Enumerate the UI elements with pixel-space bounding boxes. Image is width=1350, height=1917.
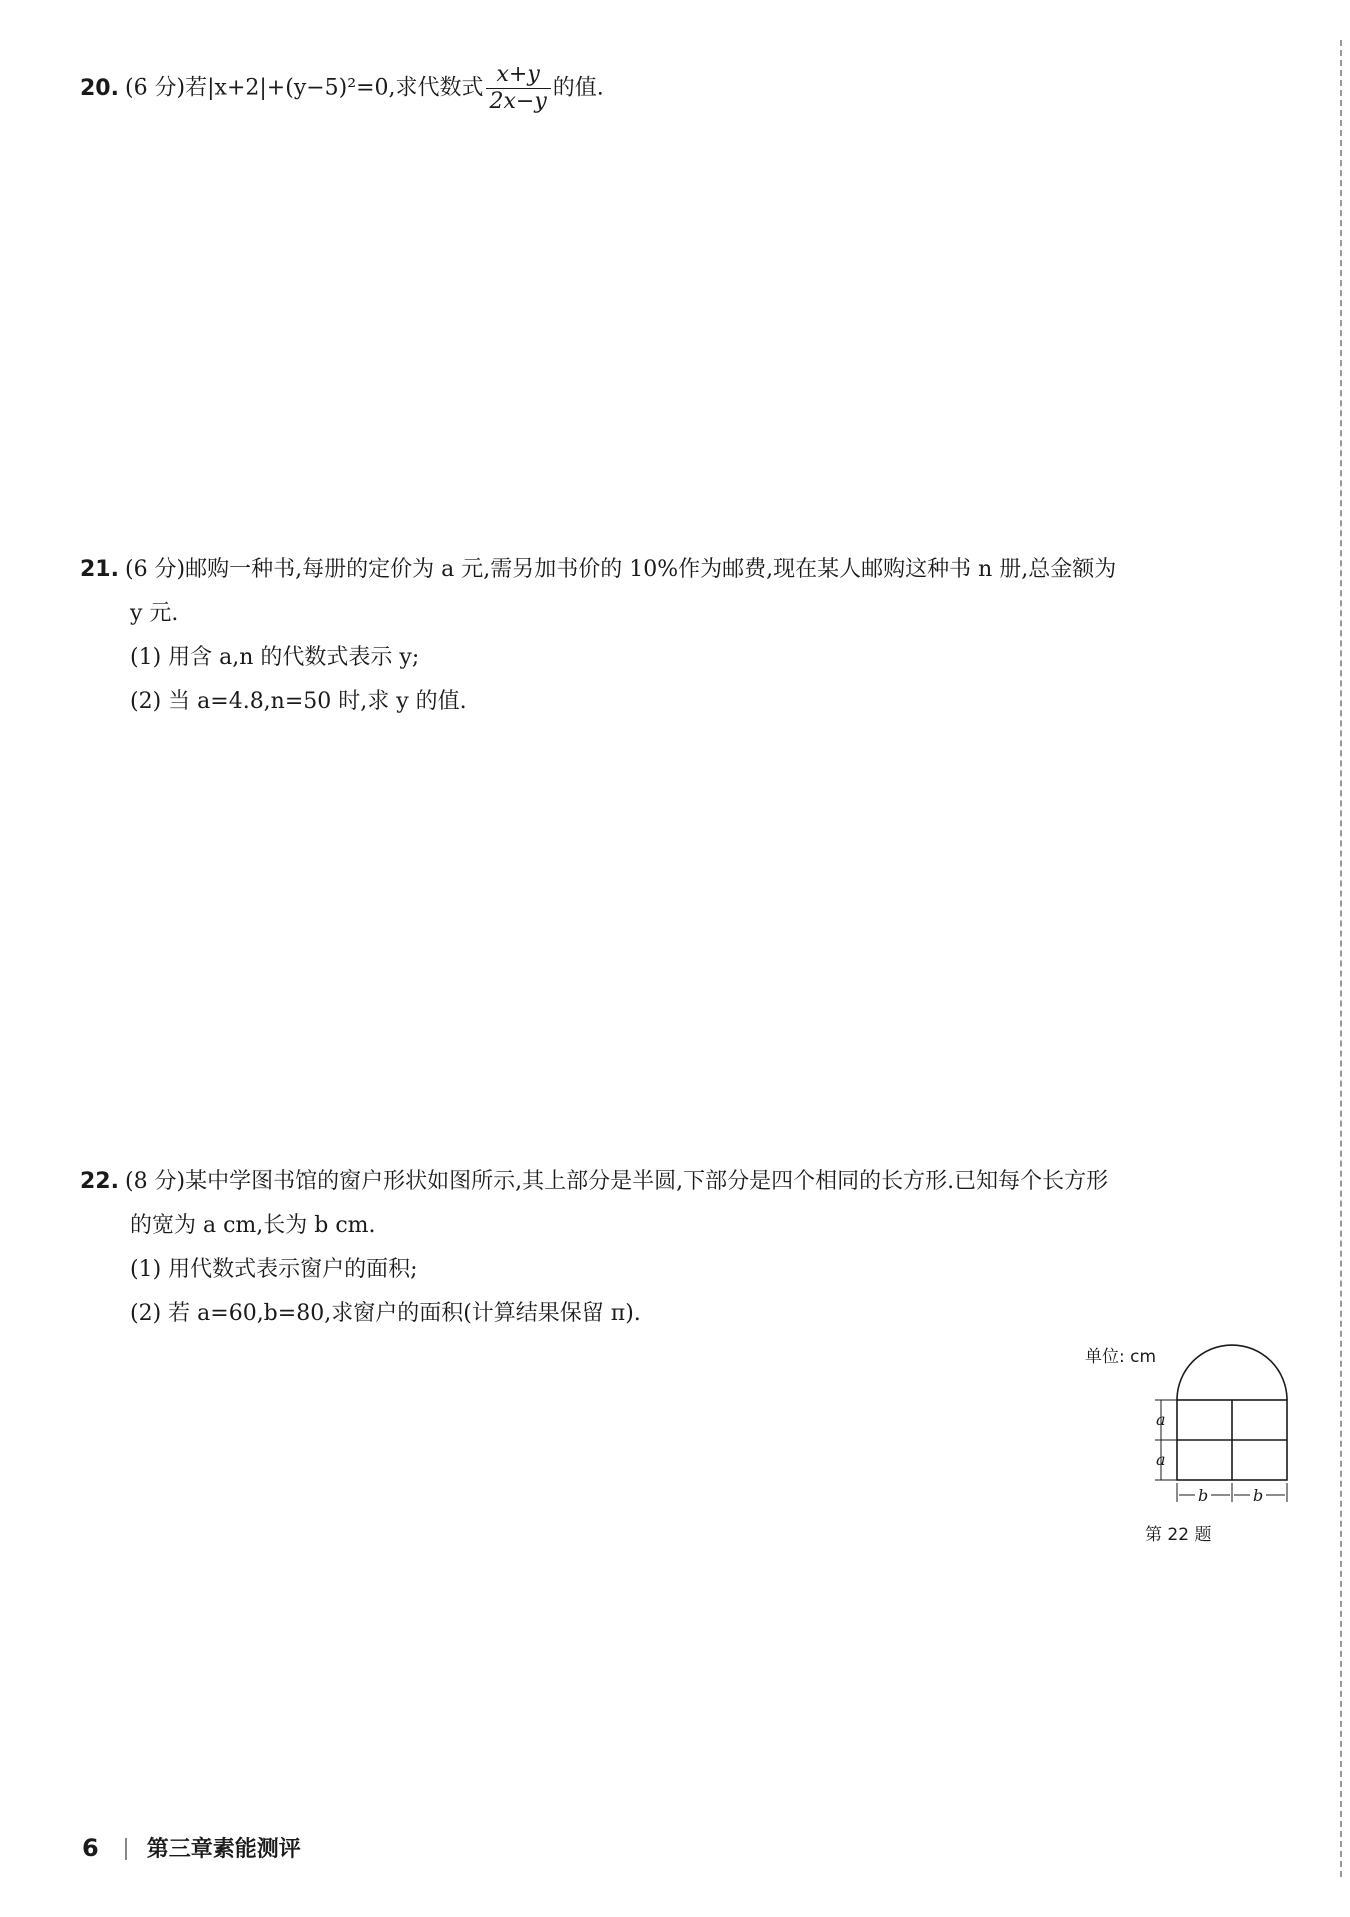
question-22 [80,1160,1108,1336]
window-diagram [1085,1320,1305,1520]
question-part-2: (2) 若 a=60,b=80,求窗户的面积(计算结果保留 π). [130,1301,641,1326]
question-part-1: (1) 用代数式表示窗户的面积; [130,1257,418,1282]
question-part-2: (2) 当 a=4.8,n=50 时,求 y 的值. [130,689,467,714]
question-21 [80,548,1116,724]
dimension-b-right: b [1253,1486,1264,1505]
question-number: 21. [80,557,119,582]
question-text-line2: y 元. [130,601,179,626]
fraction-numerator: x+y [486,62,551,89]
question-text-line1: (8 分)某中学图书馆的窗户形状如图所示,其上部分是半圆,下部分是四个相同的长方形.已知每个长方形 [124,1169,1109,1194]
question-number: 22. [80,1169,119,1194]
fraction [486,62,551,115]
figure-caption: 第 22 题 [1145,1525,1212,1545]
dimension-b-left: b [1198,1486,1209,1505]
page-number: 6 [82,1834,99,1862]
question-20 [80,62,604,115]
question-text-line1: (6 分)邮购一种书,每册的定价为 a 元,需另加书价的 10%作为邮费,现在某人邮购这种书 n 册,总金额为 [124,557,1117,582]
question-text: (6 分)若|x+2|+(y−5)²=0,求代数式 [124,75,484,101]
dimension-a-upper: a [1156,1410,1166,1429]
question-text-end: 的值. [552,75,604,101]
dimension-a-lower: a [1156,1450,1166,1469]
question-number: 20. [80,75,119,101]
chapter-title: 第三章素能测评 [146,1837,301,1862]
question-text-line2: 的宽为 a cm,长为 b cm. [130,1213,376,1238]
semicircle [1177,1345,1287,1400]
footer-separator [125,1838,127,1860]
fraction-denominator: 2x−y [489,89,547,114]
page-footer [82,1832,301,1863]
question-part-1: (1) 用含 a,n 的代数式表示 y; [130,645,420,670]
page-edge-dashed-rule [1340,40,1342,1877]
window-figure [1085,1320,1305,1560]
figure-unit-label: 单位: cm [1085,1347,1157,1367]
